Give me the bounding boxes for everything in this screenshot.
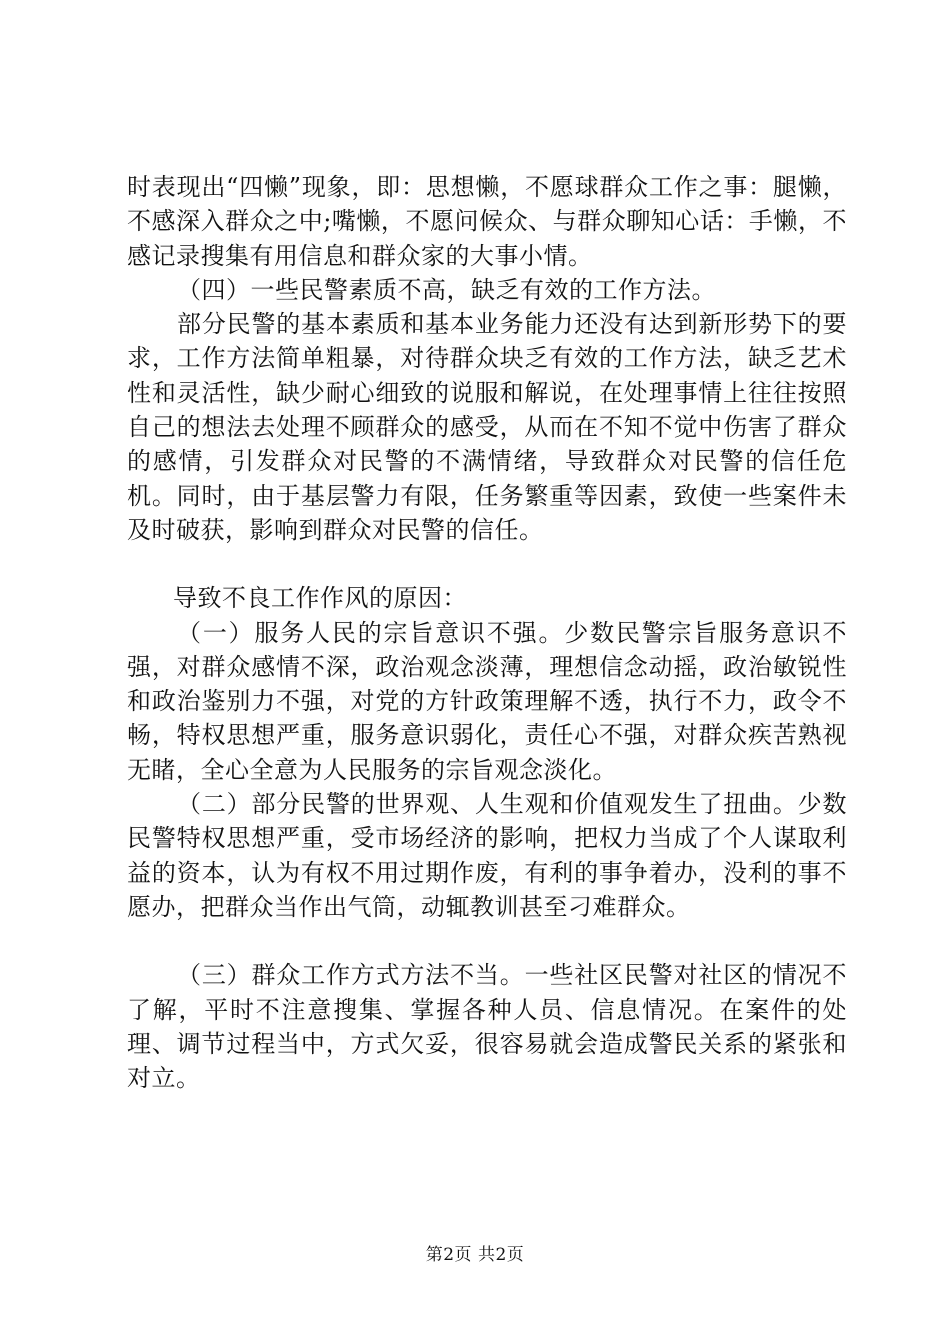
paragraph-cause-one: （一）服务人民的宗旨意识不强。少数民警宗旨服务意识不强，对群众感情不深，政治观念淡薄，理想信念动摇，政治敏锐性和政治鉴别力不强，对党的方针政策理解不透，执行不力，政令不畅，特权思想严重，服务意识弱化，责任心不强，对群众疾苦熟视无睹，全心全意为人民服务的宗旨观念淡化。 [127, 618, 847, 784]
document-body [127, 170, 847, 1095]
paragraph-quality-issues: 部分民警的基本素质和基本业务能力还没有达到新形势下的要求，工作方法简单粗暴，对待群众块乏有效的工作方法，缺乏艺术性和灵活性，缺少耐心细致的说服和解说，在处理事情上往往按照自己的想法去处理不顾群众的感受，从而在不知不觉中伤害了群众的感情，引发群众对民警的不满情绪，导致群众对民警的信任危机。同时，由于基层警力有限，任务繁重等因素，致使一些案件未及时破获，影响到群众对民警的信任。 [127, 310, 847, 544]
paragraph-four-lazies: 时表现出“四懒”现象，即：思想懒，不愿球群众工作之事：腿懒，不感深入群众之中;嘴懒，不愿问候众、与群众聊知心话：手懒，不感记录搜集有用信息和群众家的大事小情。 [127, 173, 847, 270]
heading-causes: 导致不良工作作风的原因： [173, 584, 467, 613]
paragraph-cause-three: （三）群众工作方式方法不当。一些社区民警对社区的情况不了解，平时不注意搜集、掌握各种人员、信息情况。在案件的处理、调节过程当中，方式欠妥，很容易就会造成警民关系的紧张和对立。 [127, 961, 847, 1093]
page-number-footer: 第2页 共2页 [425, 1245, 525, 1265]
paragraph-cause-two: （二）部分民警的世界观、人生观和价值观发生了扭曲。少数民警特权思想严重，受市场经济的影响，把权力当成了个人谋取利益的资本，认为有权不用过期作废，有利的事争着办，没利的事不愿办，把群众当作出气筒，动辄教训甚至刁难群众。 [127, 790, 847, 921]
heading-section-four: （四）一些民警素质不高，缺乏有效的工作方法。 [177, 275, 716, 304]
